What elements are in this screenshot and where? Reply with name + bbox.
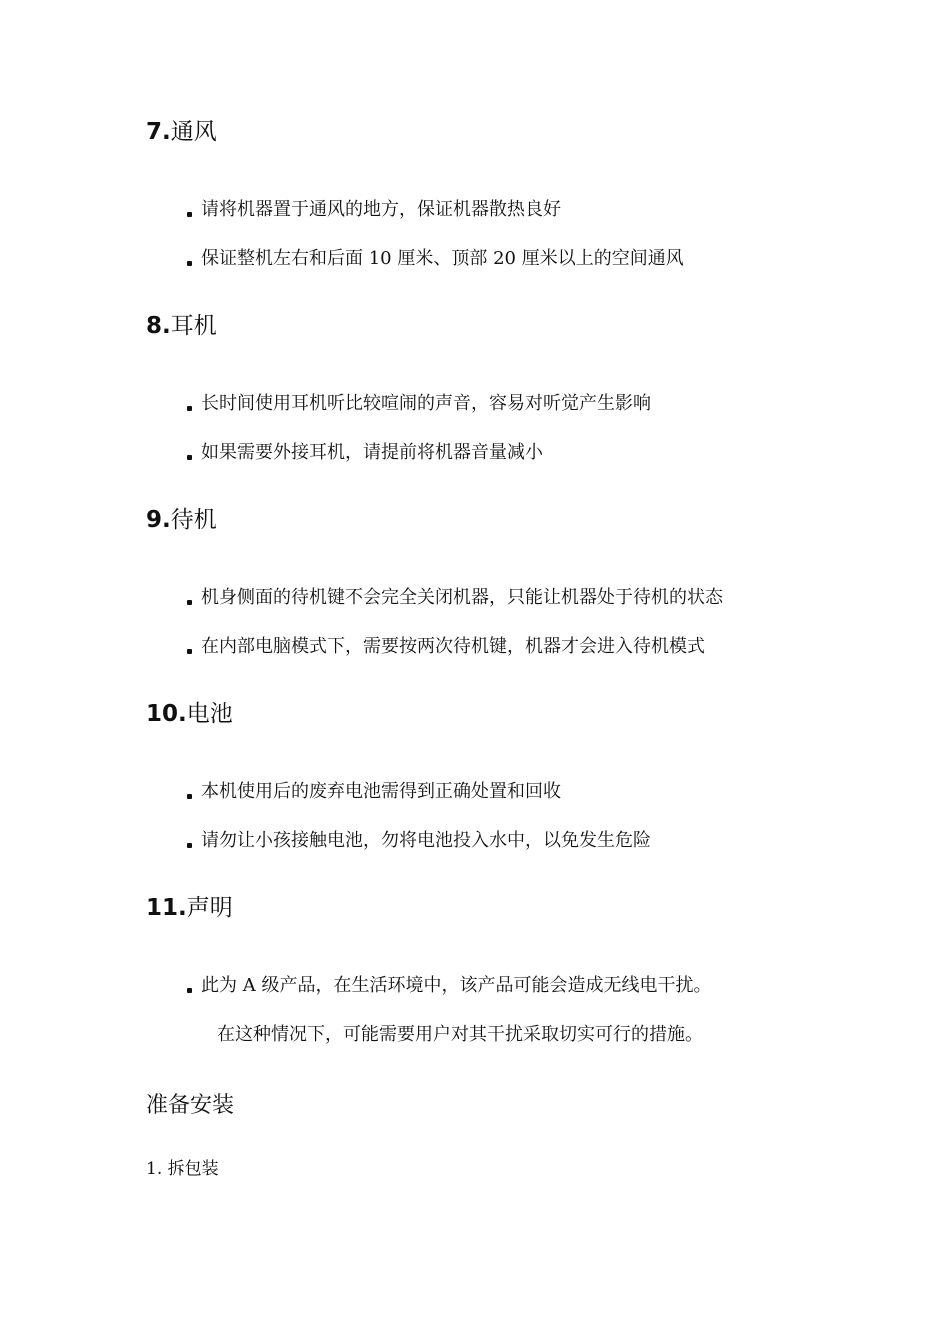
section-number: 11. — [146, 895, 187, 921]
list-item — [187, 634, 705, 660]
section-heading-11 — [146, 893, 233, 923]
section-title: 通风 — [170, 119, 217, 145]
bullet-icon — [187, 649, 192, 654]
section-title: 声明 — [186, 895, 233, 921]
list-item-text: 机身侧面的待机键不会完全关闭机器，只能让机器处于待机的状态 — [201, 587, 723, 608]
section-number: 7. — [146, 119, 171, 145]
list-item — [187, 779, 561, 805]
list-item-text: 如果需要外接耳机，请提前将机器音量减小 — [201, 442, 543, 463]
list-item — [187, 391, 651, 417]
section-number: 8. — [146, 313, 171, 339]
list-item — [187, 440, 543, 466]
list-item-text: 保证整机左右和后面 10 厘米、顶部 20 厘米以上的空间通风 — [201, 248, 684, 269]
section-number: 9. — [146, 507, 171, 533]
list-item — [187, 246, 684, 272]
list-item — [187, 585, 723, 611]
bullet-icon — [187, 794, 192, 799]
list-item-text: 请将机器置于通风的地方，保证机器散热良好 — [201, 199, 561, 220]
bullet-icon — [187, 988, 192, 993]
bullet-icon — [187, 212, 192, 217]
list-item-continuation: 在这种情况下，可能需要用户对其干扰采取切实可行的措施。 — [217, 1024, 703, 1045]
list-item — [187, 973, 711, 999]
list-item-text: 在内部电脑模式下，需要按两次待机键，机器才会进入待机模式 — [201, 636, 705, 657]
list-item-text: 请勿让小孩接触电池，勿将电池投入水中，以免发生危险 — [201, 830, 651, 851]
bullet-icon — [187, 261, 192, 266]
bullet-icon — [187, 843, 192, 848]
bullet-icon — [187, 406, 192, 411]
list-item-text: 此为 A 级产品，在生活环境中，该产品可能会造成无线电干扰。 — [201, 975, 712, 996]
section-title: 待机 — [170, 507, 217, 533]
list-item-text: 长时间使用耳机听比较喧闹的声音，容易对听觉产生影响 — [201, 393, 651, 414]
section-heading-7 — [146, 117, 217, 147]
install-step-1: 1. 拆包装 — [146, 1159, 219, 1179]
section-number: 10. — [146, 701, 187, 727]
section-title: 电池 — [186, 701, 233, 727]
section-title: 耳机 — [170, 313, 217, 339]
section-heading-8 — [146, 311, 217, 341]
section-heading-9 — [146, 505, 217, 535]
list-item — [187, 197, 561, 223]
list-item — [187, 828, 651, 854]
section-heading-10 — [146, 699, 233, 729]
bullet-icon — [187, 455, 192, 460]
bullet-icon — [187, 600, 192, 605]
install-heading: 准备安装 — [146, 1093, 235, 1118]
list-item-text: 本机使用后的废弃电池需得到正确处置和回收 — [201, 781, 561, 802]
